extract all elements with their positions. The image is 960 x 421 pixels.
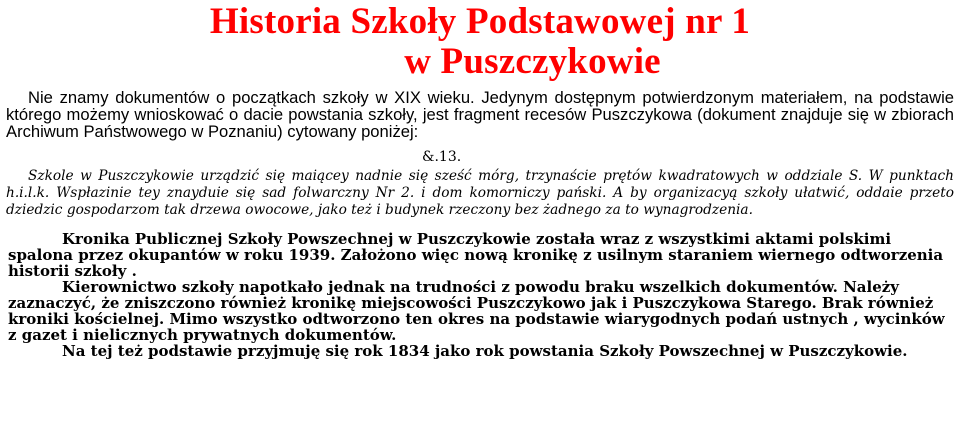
chronicle-text-1: Kronika Publicznej Szkoły Powszechnej w Puszczykowie została wraz z wszystkimi aktami polskimi spalona przez okupantów w roku 1939. Założono więc nową kronikę z usilnym staraniem wiernego odtworzenia historii szkoły . — [8, 230, 944, 280]
quote-reference: &.13. — [422, 149, 462, 165]
chronicle-text-2: Kierownictwo szkoły napotkało jednak na trudności z powodu braku wszelkich dokumentów. Należy zaznaczyć, że zniszczono również kronikę miejscowości Puszczykowo jak i Puszczykowa Starego. Brak również kroniki kościelnej. Mimo wszystko odtworzono ten okres na podstawie wiarygodnych podań ustnych , wycinków z gazet i nielicznych prywatnych dokumentów. — [8, 278, 945, 344]
intro-paragraph — [6, 89, 954, 140]
page-title-line1: Historia Szkoły Podstawowej nr 1 — [209, 1, 751, 42]
intro-text: Nie znamy dokumentów o początkach szkoły w XIX wieku. Jedynym dostępnym potwierdzonym materiałem, na podstawie którego możemy wnioskować o dacie powstania szkoły, jest fragment recesów Puszczykowa (dokument znajduje się w zbiorach Archiwum Państwowego w Poznaniu) cytowany poniżej: — [6, 88, 954, 141]
historical-quote — [6, 168, 954, 219]
chronicle-paragraph-2 — [8, 279, 952, 343]
chronicle-paragraph-1 — [8, 231, 952, 279]
quote-text: Szkole w Puszczykowie urządzić się maiącey nadnie się sześć mórg, trzynaście prętów kwadratowych w oddziale S. W punktach h.i.l.k. Wspłazinie tey znayduie się sad folwarczny Nr 2. i dom komorniczy pański. A by organizacyą szkoły ułatwić, oddaie przeto dziedzic gospodarzom tak drzewa owocowe, jako też i budynek rzeczony bez żadnego za to wynagrodzenia. — [6, 168, 954, 218]
page-title-line2: w Puszczykowie — [404, 41, 661, 82]
page-title — [0, 0, 960, 82]
chronicle-text-3: Na tej też podstawie przyjmuję się rok 1834 jako rok powstania Szkoły Powszechnej w Puszczykowie. — [62, 342, 908, 360]
chronicle-paragraph-3 — [8, 343, 952, 359]
chronicle-section — [8, 231, 952, 359]
